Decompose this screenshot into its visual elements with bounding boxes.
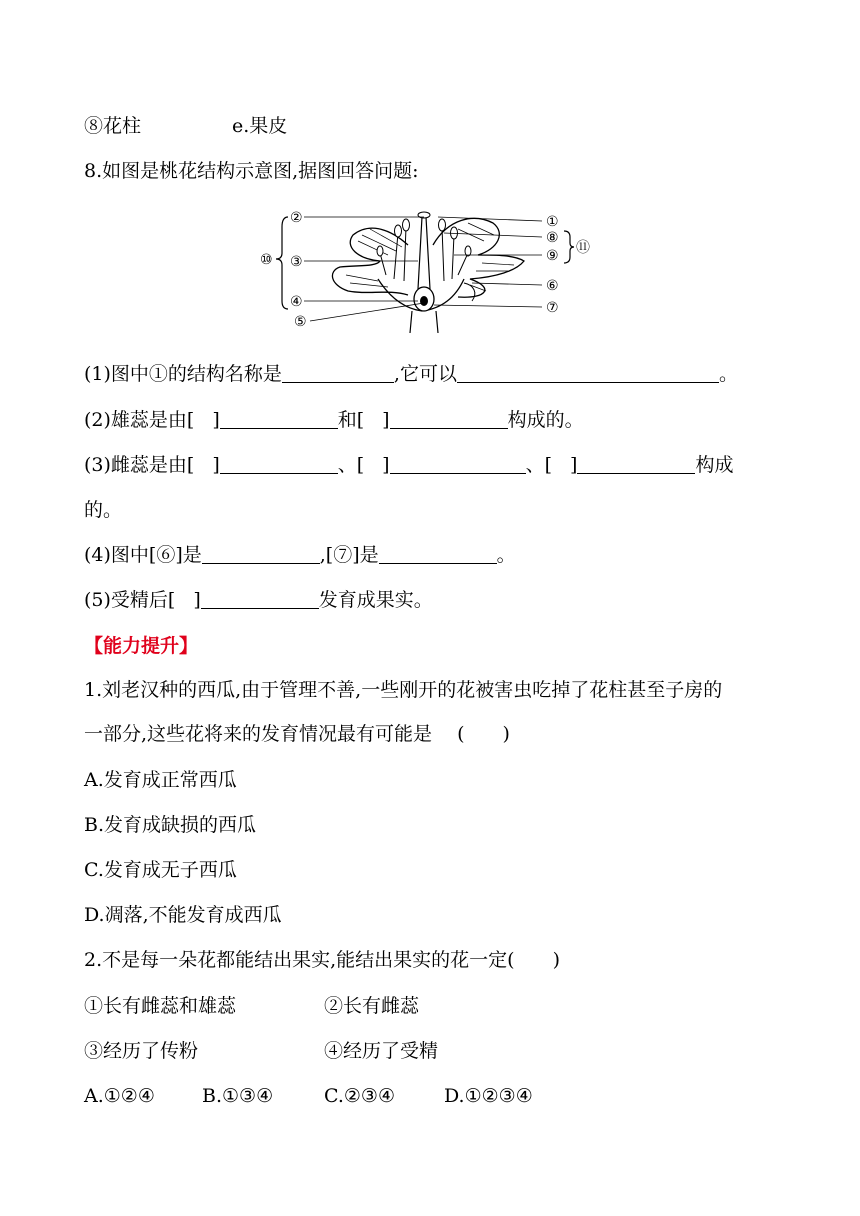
peach-flower-diagram bbox=[258, 205, 598, 335]
p1-option-a[interactable]: A.发育成正常西瓜 bbox=[84, 769, 237, 791]
q8-sub1-text-c: 。 bbox=[718, 363, 738, 385]
section-title: 【能力提升】 bbox=[84, 635, 199, 657]
p2-item-1: ①长有雌蕊和雄蕊 bbox=[84, 995, 237, 1017]
label-2: ② bbox=[290, 210, 303, 226]
q8-sub1 bbox=[84, 362, 738, 386]
q8-sub3-text-g: 构成 bbox=[695, 454, 734, 476]
q8-sub4-text-b: ,[⑦]是 bbox=[319, 544, 379, 566]
q8-sub1-text-b: ,它可以 bbox=[393, 363, 457, 385]
label-7: ⑦ bbox=[546, 300, 559, 316]
p2-option-b[interactable]: B.①③④ bbox=[202, 1085, 274, 1107]
q8-sub5 bbox=[84, 588, 433, 612]
q8-sub3-text-b: ] bbox=[212, 454, 220, 476]
answer-blank[interactable] bbox=[202, 545, 320, 564]
answer-blank[interactable] bbox=[390, 410, 508, 429]
p1-stem-line1: 1.刘老汉种的西瓜,由于管理不善,一些刚开的花被害虫吃掉了花柱甚至子房的 bbox=[84, 679, 723, 701]
answer-blank[interactable] bbox=[379, 545, 497, 564]
p2-option-c[interactable]: C.②③④ bbox=[324, 1085, 395, 1107]
q8-stem: 8.如图是桃花结构示意图,据图回答问题: bbox=[84, 160, 419, 182]
q8-sub2-text-e: 构成的。 bbox=[507, 409, 584, 431]
p2-item-4: ④经历了受精 bbox=[324, 1040, 439, 1062]
p1-stem-line2: 一部分,这些花将来的发育情况最有可能是 ( ) bbox=[84, 723, 510, 745]
answer-blank[interactable] bbox=[390, 455, 526, 474]
label-5: ⑤ bbox=[294, 314, 307, 330]
label-10: ⑩ bbox=[260, 252, 273, 268]
label-4: ④ bbox=[290, 294, 303, 310]
label-11: ⑪ bbox=[576, 240, 590, 256]
answer-blank[interactable] bbox=[201, 590, 319, 609]
label-1: ① bbox=[546, 214, 559, 230]
q8-sub3-text-f: ] bbox=[570, 454, 578, 476]
answer-blank[interactable] bbox=[577, 455, 695, 474]
label-8: ⑧ bbox=[546, 230, 559, 246]
q8-sub4 bbox=[84, 543, 516, 567]
q8-sub4-text-a: (4)图中[⑥]是 bbox=[84, 544, 202, 566]
p2-item-3: ③经历了传粉 bbox=[84, 1040, 199, 1062]
q8-sub3-text-a: (3)雌蕊是由[ bbox=[84, 454, 195, 476]
label-6: ⑥ bbox=[546, 278, 559, 294]
q8-sub2-text-b: ] bbox=[212, 409, 220, 431]
label-3: ③ bbox=[290, 254, 303, 270]
q8-sub5-text-a: (5)受精后[ bbox=[84, 589, 176, 611]
answer-blank[interactable] bbox=[282, 364, 394, 383]
q7-item-right: e.果皮 bbox=[232, 115, 288, 137]
q8-sub1-text-a: (1)图中①的结构名称是 bbox=[84, 363, 282, 385]
q8-sub4-text-c: 。 bbox=[496, 544, 516, 566]
p1-option-c[interactable]: C.发育成无子西瓜 bbox=[84, 859, 237, 881]
answer-blank[interactable] bbox=[220, 455, 338, 474]
q8-sub3 bbox=[84, 453, 733, 477]
q8-sub2-text-c: 和[ bbox=[337, 409, 365, 431]
q7-tail-row bbox=[84, 114, 141, 138]
p1-option-b[interactable]: B.发育成缺损的西瓜 bbox=[84, 814, 257, 836]
p2-item-2: ②长有雌蕊 bbox=[324, 995, 420, 1017]
q8-sub5-text-c: 发育成果实。 bbox=[318, 589, 433, 611]
q8-sub3-cont: 的。 bbox=[84, 499, 123, 521]
q8-sub3-text-e: 、[ bbox=[525, 454, 553, 476]
q8-sub2 bbox=[84, 408, 584, 432]
p2-option-a[interactable]: A.①②④ bbox=[84, 1085, 155, 1107]
p2-stem: 2.不是每一朵花都能结出果实,能结出果实的花一定( ) bbox=[84, 949, 560, 971]
q7-item-left: ⑧花柱 bbox=[84, 115, 142, 137]
label-9: ⑨ bbox=[546, 248, 559, 264]
p2-option-d[interactable]: D.①②③④ bbox=[444, 1085, 533, 1107]
q8-sub3-text-c: 、[ bbox=[337, 454, 365, 476]
q8-sub5-text-b: ] bbox=[193, 589, 201, 611]
q8-sub2-text-d: ] bbox=[382, 409, 390, 431]
q8-sub2-text-a: (2)雄蕊是由[ bbox=[84, 409, 195, 431]
answer-blank[interactable] bbox=[220, 410, 338, 429]
p1-option-d[interactable]: D.凋落,不能发育成西瓜 bbox=[84, 904, 282, 926]
answer-blank[interactable] bbox=[457, 364, 719, 383]
q8-sub3-text-d: ] bbox=[382, 454, 390, 476]
